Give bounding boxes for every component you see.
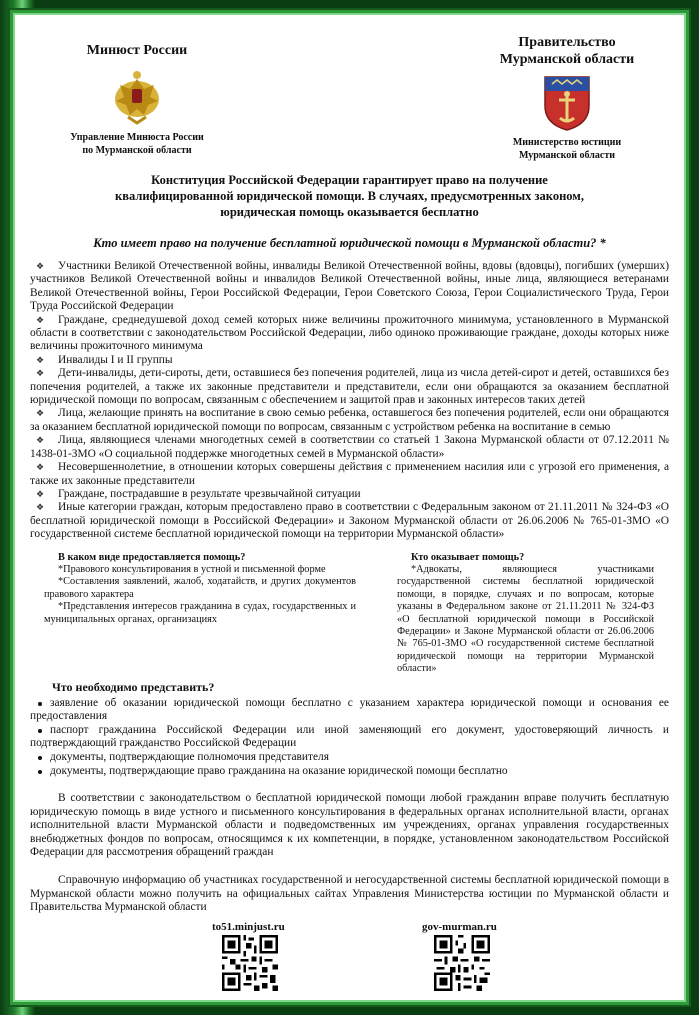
law-paragraph: В соответствии с законодательством о бесплатной юридической помощи любой гражданин вправе получить бесплатную юридическую помощь в виде устного и письменного консультирования в федеральных органах исполнительной власти, органах исполнительной власти Мурманской области и подведомственных им учреждениях, органах управления государственных внебюджетных фондов по вопросам, относящимся к их компетенции, в порядке, установленном законодательством Российской Федерации для рассмотрения обращений граждан <box>30 792 669 859</box>
diamond-bullet-icon: ❖ <box>36 368 45 379</box>
diamond-bullet-icon: ❖ <box>36 261 45 271</box>
bullet-dot-icon <box>38 770 42 774</box>
list-item: документы, подтверждающие право гражданина на оказание юридической помощи бесплатно <box>30 765 669 779</box>
headline-line: квалифицированной юридической помощи. В случаях, предусмотренных законом, <box>115 189 584 203</box>
left-org-sub-1: Управление Минюста России <box>70 132 204 143</box>
murmansk-coat-of-arms-icon <box>542 74 592 132</box>
diamond-bullet-icon: ❖ <box>36 408 45 419</box>
providers-title: Кто оказывает помощь? <box>411 551 525 563</box>
list-item: ❖ Участники Великой Отечественной войны, инвалиды Великой Отечественной войны, вдовы (вдовцы), погибших (умерших) участников Великой Отечественной войны и инвалидов Великой Отечественной войны, иные лица, являющиеся ветеранами Великой Отечественной войны, Герои Российской Федерации, Герои Советского Союза, Герои Социалистического Труда, Герои Труда Российской Федерации <box>30 260 669 313</box>
diamond-bullet-icon: ❖ <box>36 488 45 499</box>
list-item: ❖ Несовершеннолетние, в отношении которых совершены действия с применением насилия или с угрозой его применения, а также их законные представители <box>30 461 669 487</box>
info-paragraph: Справочную информацию об участниках государственной и негосударственной системы бесплатной юридической помощи в Мурманской области можно получить на официальных сайтах Управления Министерства юстиции по Мурманской области и Правительства Мурманской области <box>30 874 669 914</box>
help-form-item: *Правового консультирования в устной и письменной форме <box>58 563 326 575</box>
diamond-bullet-icon: ❖ <box>36 314 45 325</box>
list-item: ❖ Инвалиды I и II группы <box>36 353 173 366</box>
eligible-list <box>30 260 669 542</box>
list-item: документы, подтверждающие полномочия представителя <box>30 751 669 765</box>
providers-text: *Адвокаты, являющиеся участниками государственной системы бесплатной юридической помощи, в порядке, случаях и по вопросам, которые указаны в Федеральном законе от 21.11.2011 № 324-ФЗ «О бесплатной юридической помощи в Российской Федерации» и Законе Мурманской области от 26.06.2006 № 765-01-ЗМО «О государственной системе бесплатной юридической помощи на территории Мурманской области» <box>397 563 654 675</box>
list-item: паспорт гражданина Российской Федерации или иной заменяющий его документ, удостоверяющий личность и подтверждающий гражданство Российской Федерации <box>30 723 669 750</box>
gov-site-link[interactable]: gov-murman.ru <box>422 920 497 933</box>
eligibility-question: Кто имеет право на получение бесплатной юридической помощи в Мурманской области? * <box>93 236 606 250</box>
list-item: заявление об оказании юридической помощи бесплатно с указанием характера юридической помощи и основания ее предоставления <box>30 696 669 723</box>
diamond-bullet-icon: ❖ <box>36 435 45 446</box>
right-org-sub-1: Министерство юстиции <box>512 137 622 148</box>
header-left <box>52 42 222 157</box>
bullet-dot-icon <box>38 702 42 706</box>
list-item: ❖ Граждане, среднедушевой доход семей которых ниже величины прожиточного минимума, установленного в Мурманской области в соответствии с законодательством Российской Федерации, либо одиноко проживающие граждане, доходы которых ниже величины прожиточного минимума <box>30 313 669 353</box>
list-item: ❖ Дети-инвалиды, дети-сироты, дети, оставшиеся без попечения родителей, лица из числа детей-сирот и детей, оставшихся без попечения родителей, а также их законные представители и представители, если они обращаются за оказанием бесплатной юридической помощи по вопросам, связанным с обеспечением и защитой прав и законных интересов таких детей <box>30 367 669 407</box>
header-right <box>467 34 667 162</box>
bullet-dot-icon <box>38 756 42 760</box>
footer <box>22 921 677 1011</box>
documents-list <box>30 697 669 779</box>
two-column-section <box>22 552 677 678</box>
minjust-site-link[interactable]: to51.minjust.ru <box>212 920 285 933</box>
documents-title: Что необходимо представить? <box>52 679 215 694</box>
help-form-item: *Представления интересов гражданина в судах, государственных и муниципальных органах, организациях <box>44 601 356 625</box>
qr-code-icon <box>222 935 278 991</box>
list-item: ❖ Лица, желающие принять на воспитание в свою семью ребенка, оставшегося без попечения родителей, если они обращаются за оказанием бесплатной юридической помощи по вопросам, связанным с устройством ребенка на воспитание в семью <box>30 407 669 433</box>
help-forms-title: В каком виде предоставляется помощь? <box>58 551 246 563</box>
diamond-bullet-icon: ❖ <box>36 354 45 365</box>
help-form-item: *Составления заявлений, жалоб, ходатайств, и других документов правового характера <box>44 576 356 600</box>
right-org-title-1: Правительство <box>518 35 616 50</box>
list-item: ❖ Иные категории граждан, которым предоставлено право в соответствии с Федеральным законом от 21.11.2011 № 324-ФЗ «О бесплатной юридической помощи в Российской Федерации» и Законом Мурманской области от 26.06.2006 № 765-01-ЗМО «О государственной системе бесплатной юридической помощи на территории Мурманской области» <box>30 501 669 541</box>
right-org-sub-2: Мурманской области <box>518 150 616 161</box>
diamond-bullet-icon: ❖ <box>36 502 45 513</box>
diamond-bullet-icon: ❖ <box>36 462 45 473</box>
double-headed-eagle-emblem-icon <box>106 65 168 127</box>
header <box>22 20 677 170</box>
providers-column <box>397 552 654 676</box>
headline <box>22 172 677 220</box>
bullet-dot-icon <box>38 729 42 733</box>
help-forms-column <box>44 552 356 626</box>
list-item: ❖ Граждане, пострадавшие в результате чрезвычайной ситуации <box>36 487 361 500</box>
qr-code-icon <box>434 935 490 991</box>
left-org-title: Минюст России <box>86 43 188 58</box>
headline-line: Конституция Российской Федерации гарантирует право на получение <box>151 173 548 187</box>
left-org-sub-2: по Мурманской области <box>82 145 192 156</box>
right-org-title-2: Мурманской области <box>499 52 635 67</box>
list-item: ❖ Лица, являющиеся членами многодетных семей в соответствии со статьей 1 Закона Мурманской области от 07.12.2011 № 1438-01-ЗМО «О социальной поддержке многодетных семей в Мурманской области» <box>30 434 669 460</box>
headline-line: юридическая помощь оказывается бесплатно <box>220 205 479 219</box>
document-page <box>22 20 677 995</box>
